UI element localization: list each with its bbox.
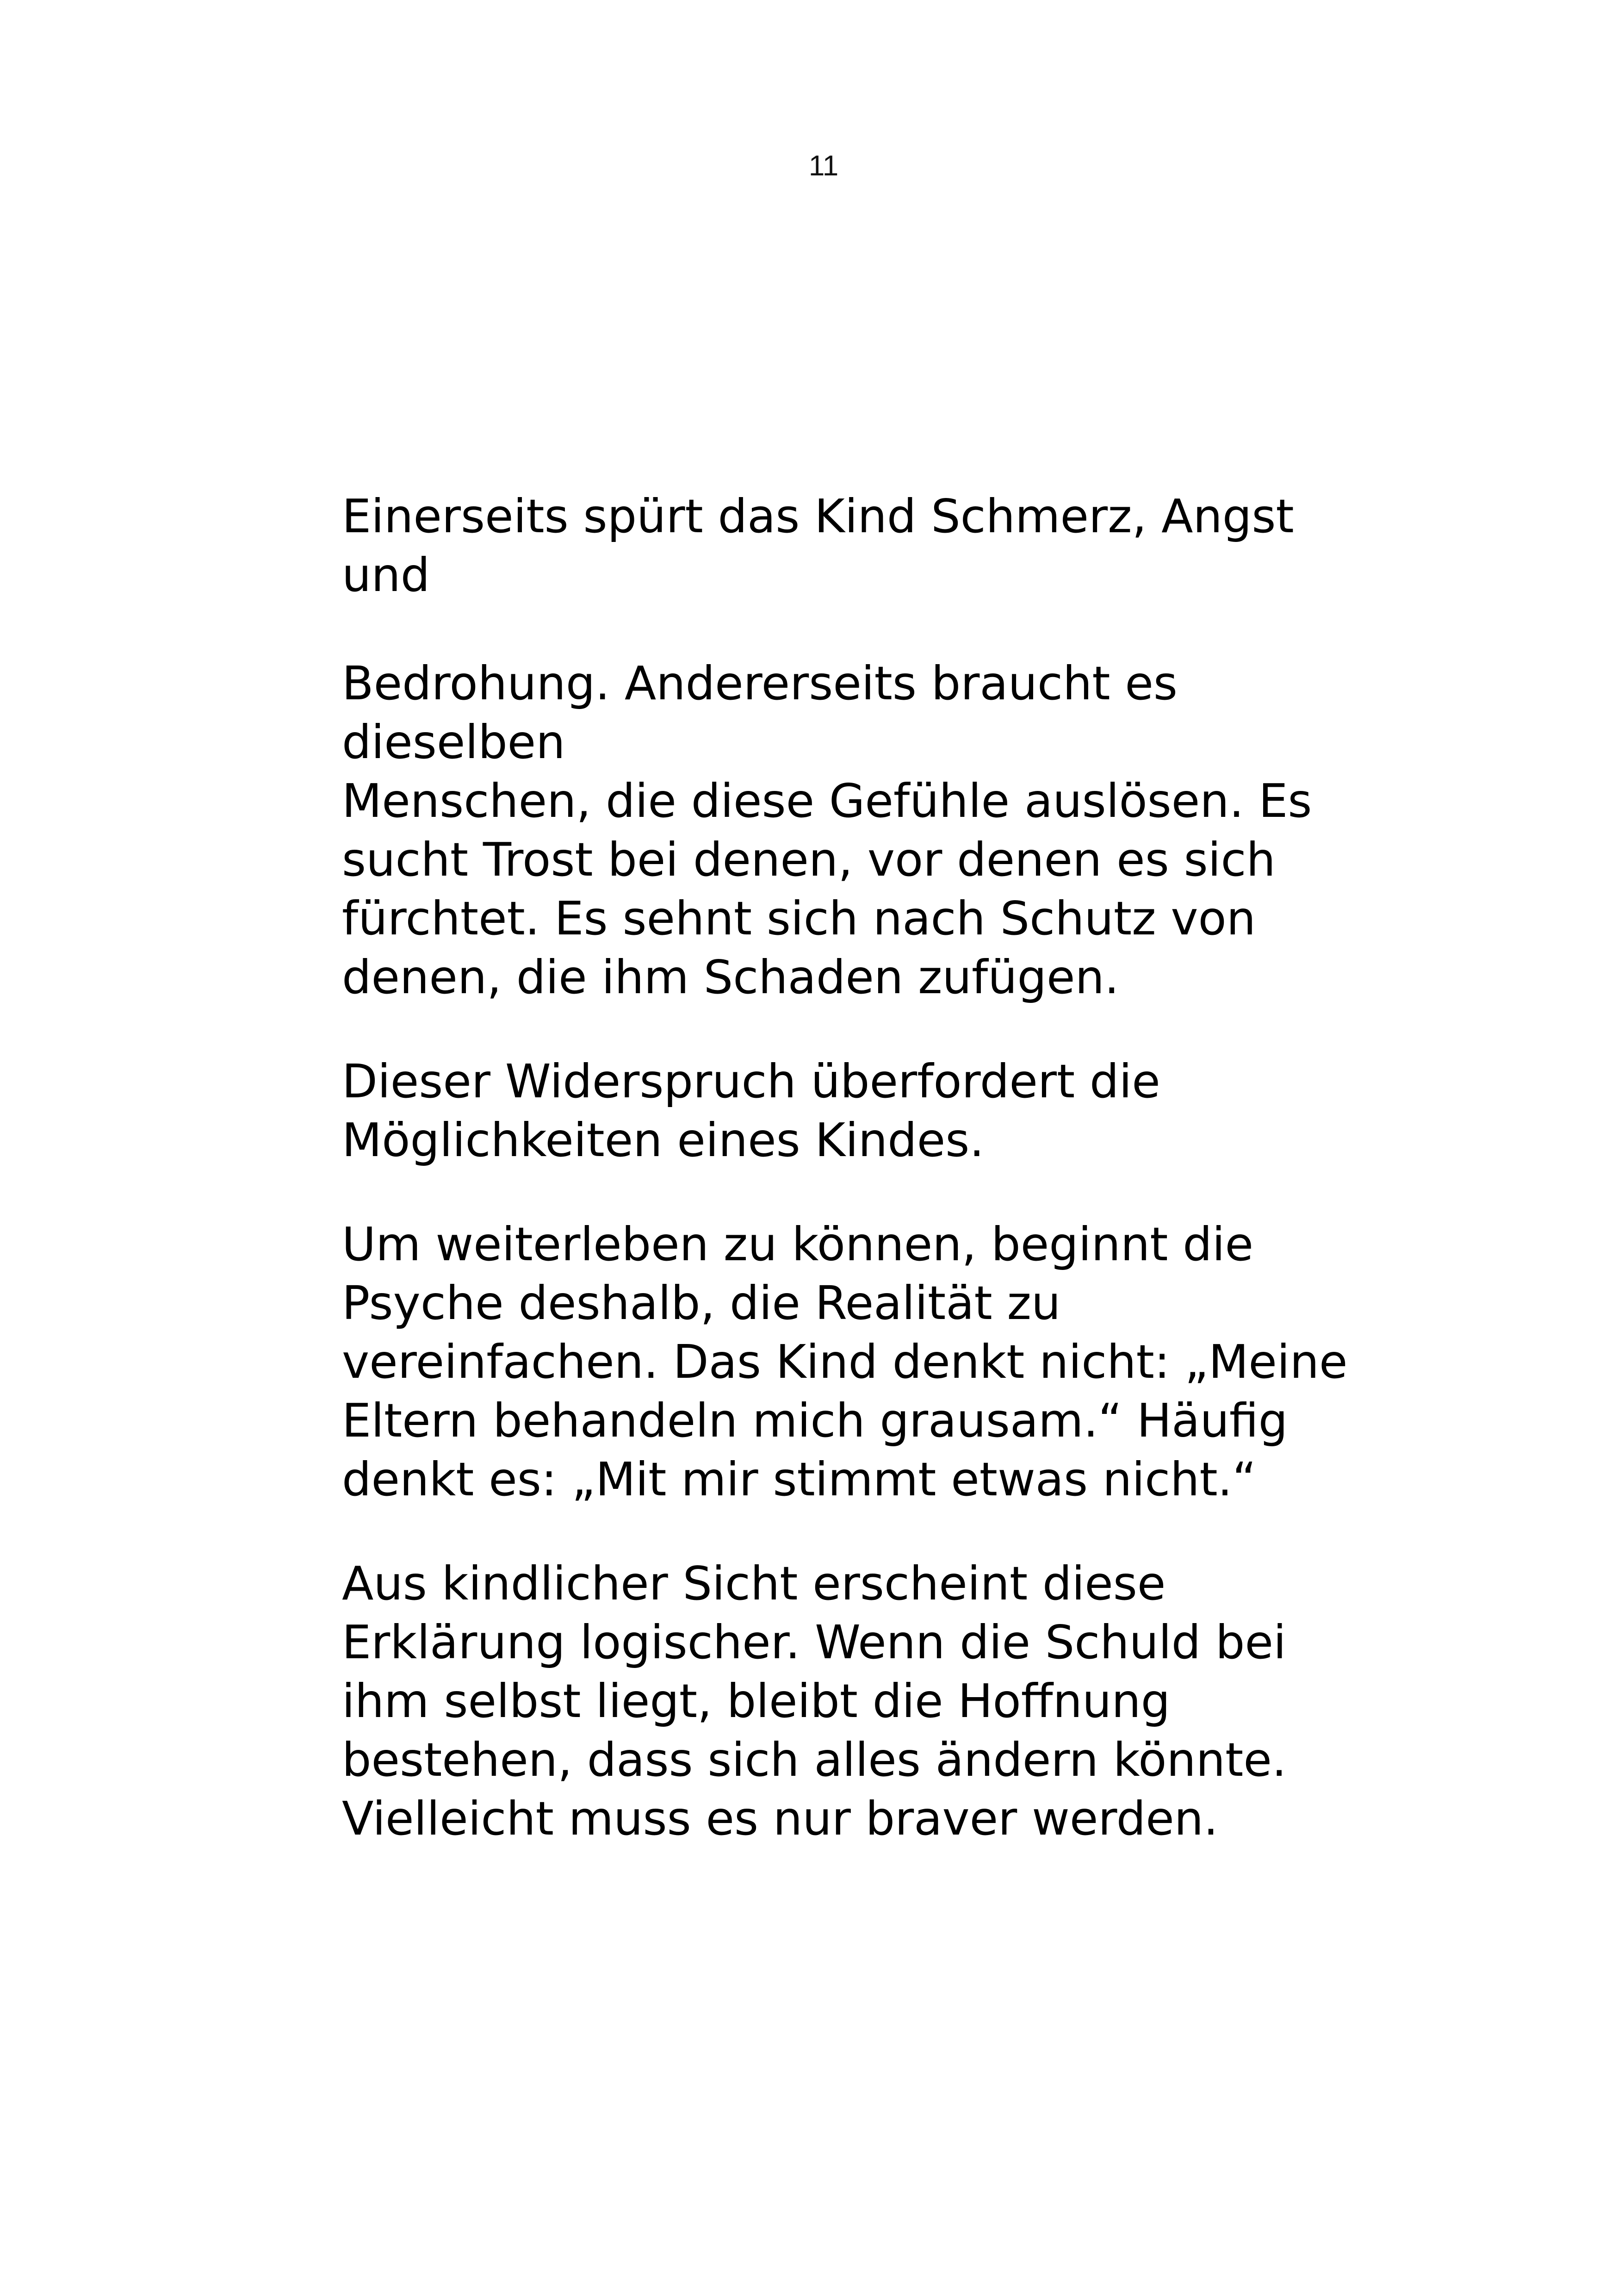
text-line: denen, die ihm Schaden zufügen. bbox=[342, 950, 1119, 1004]
text-line: Bedrohung. Andererseits braucht es bbox=[342, 656, 1178, 710]
text-line: dieselben bbox=[342, 715, 565, 769]
text-line: denkt es: „Mit mir stimmt etwas nicht.“ bbox=[342, 1452, 1257, 1506]
body-text bbox=[342, 487, 1378, 1848]
text-line: Psyche deshalb, die Realität zu bbox=[342, 1276, 1061, 1330]
text-line: Vielleicht muss es nur braver werden. bbox=[342, 1792, 1218, 1846]
paragraph-3 bbox=[342, 1052, 1378, 1170]
text-line: ihm selbst liegt, bleibt die Hoffnung bbox=[342, 1674, 1171, 1728]
text-line: Erklärung logischer. Wenn die Schuld bei bbox=[342, 1615, 1286, 1669]
text-line: Aus kindlicher Sicht erscheint diese bbox=[342, 1556, 1166, 1611]
text-line: bestehen, dass sich alles ändern könnte. bbox=[342, 1733, 1287, 1787]
text-line: und bbox=[342, 548, 430, 602]
text-line: Menschen, die diese Gefühle auslösen. Es bbox=[342, 774, 1312, 828]
paragraph-5 bbox=[342, 1554, 1378, 1848]
text-line: Dieser Widerspruch überfordert die bbox=[342, 1054, 1160, 1108]
text-line: Einerseits spürt das Kind Schmerz, Angst bbox=[342, 489, 1294, 543]
text-line: Eltern behandeln mich grausam.“ Häufig bbox=[342, 1394, 1288, 1448]
text-line: Möglichkeiten eines Kindes. bbox=[342, 1113, 985, 1167]
text-line: vereinfachen. Das Kind denkt nicht: „Meine bbox=[342, 1335, 1348, 1389]
page-number: 11 bbox=[808, 150, 839, 182]
text-line: fürchtet. Es sehnt sich nach Schutz von bbox=[342, 891, 1256, 946]
paragraph-2 bbox=[342, 654, 1378, 1007]
paragraph-4 bbox=[342, 1215, 1378, 1509]
text-line: Um weiterleben zu können, beginnt die bbox=[342, 1217, 1254, 1271]
text-line: sucht Trost bei denen, vor denen es sich bbox=[342, 833, 1276, 887]
paragraph-1 bbox=[342, 487, 1378, 604]
